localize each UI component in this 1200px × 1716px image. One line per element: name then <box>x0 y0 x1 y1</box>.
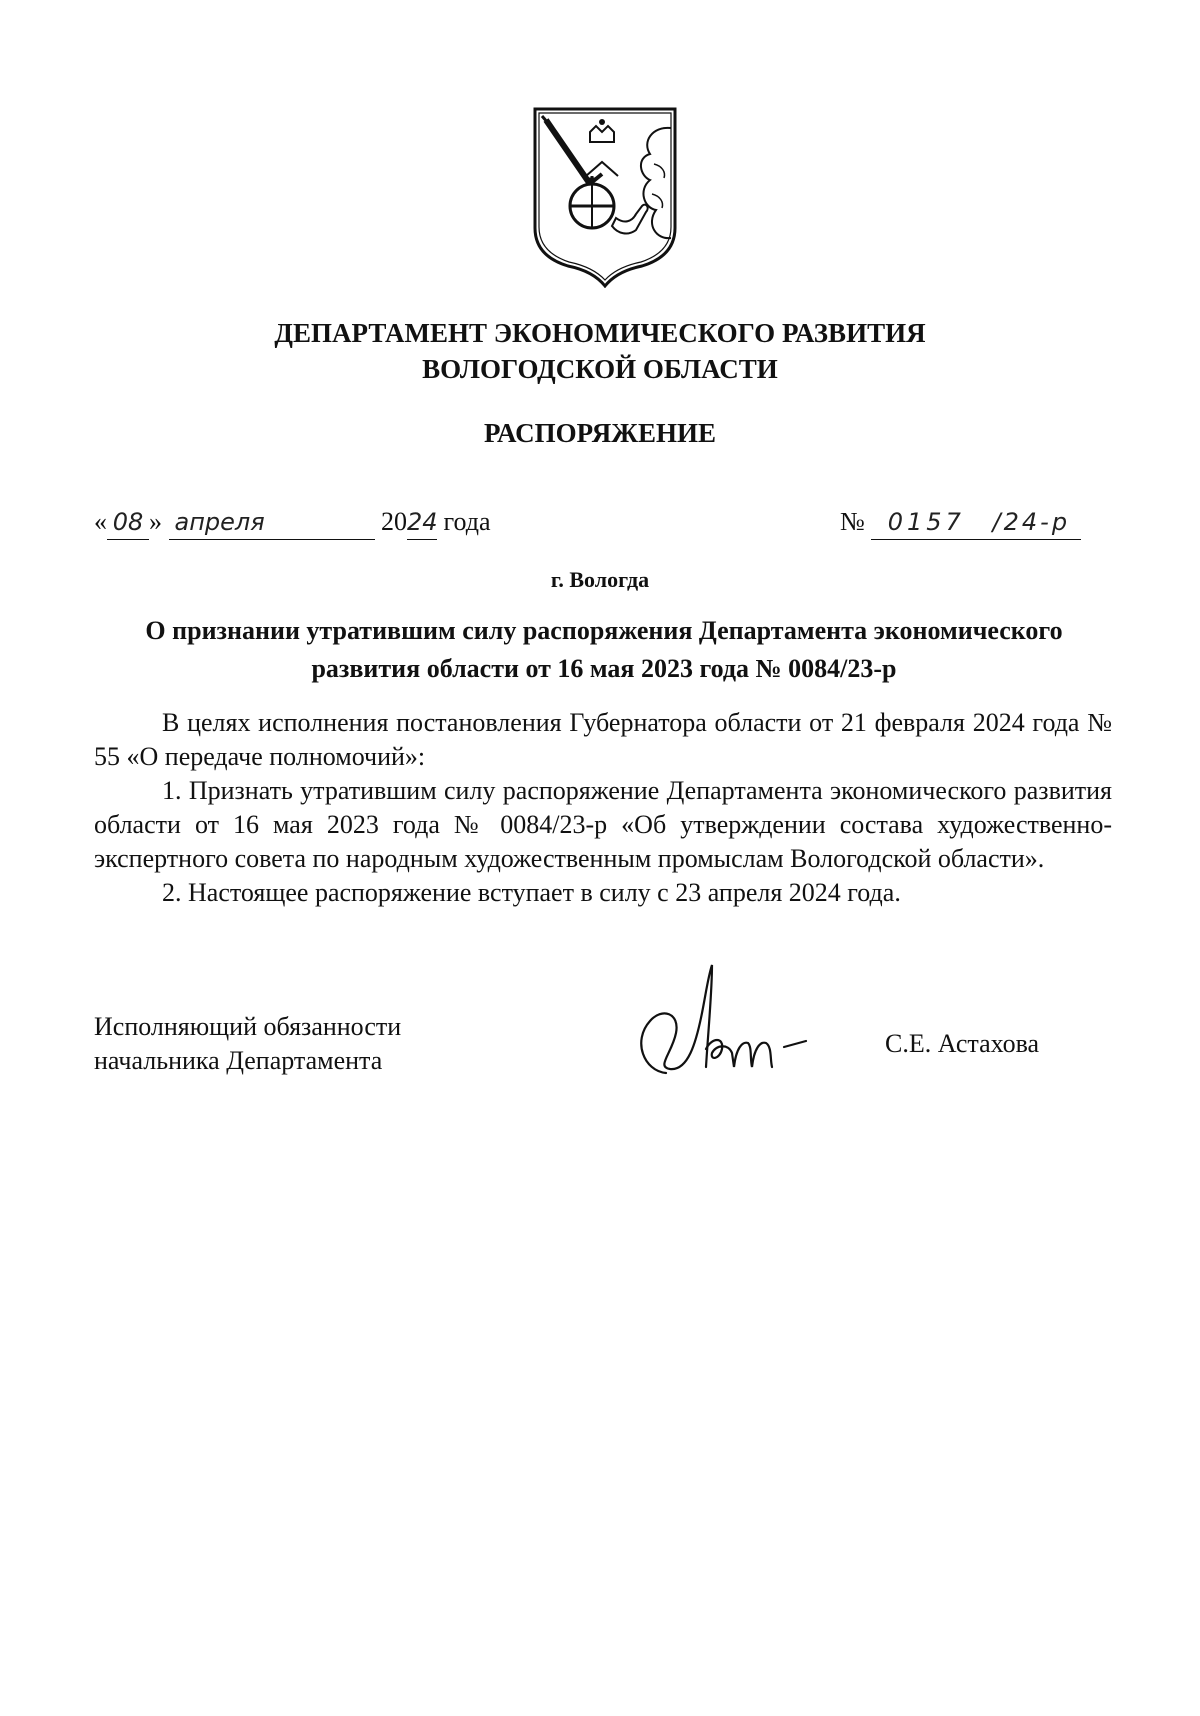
city: г. Вологда <box>550 567 650 592</box>
date-month: апреля <box>169 505 375 540</box>
date-year-suffix: 24 <box>407 505 437 540</box>
date-open-quote: « <box>94 507 107 536</box>
department-name-line1: ДЕПАРТАМЕНТ ЭКОНОМИЧЕСКОГО РАЗВИТИЯ <box>274 318 926 348</box>
body-paragraph-preamble: В целях исполнения постановления Губернатора области от 21 февраля 2024 года № 55 «О передаче полномочий»: <box>94 708 1112 771</box>
subject-line2: развития области от 16 мая 2023 года № 0084/23-р <box>311 654 897 683</box>
date-year-word: года <box>443 507 491 536</box>
signatory-title <box>94 1010 401 1078</box>
date-year-prefix: 20 <box>381 507 407 536</box>
signatory-title-line1: Исполняющий обязанности <box>94 1012 402 1041</box>
document-date <box>94 505 491 540</box>
signatory-title-line2: начальника Департамента <box>94 1046 383 1075</box>
date-day: 08 <box>107 505 149 540</box>
number-value: 0157 <box>871 505 981 540</box>
date-close-quote: » <box>149 507 162 536</box>
body-paragraph-item-2: 2. Настоящее распоряжение вступает в силу с 23 апреля 2024 года. <box>162 878 901 907</box>
number-suffix: /24-р <box>981 505 1081 540</box>
document-subject <box>94 612 1114 688</box>
signatory-name: С.Е. Астахова <box>885 1029 1040 1058</box>
body-paragraph-item-1: 1. Признать утратившим силу распоряжение Департамента экономического развития области от 16 мая 2023 года № 0084/23-р «Об утверждении состава художественно-экспертного совета по народным художественным промыслам Вологодской области». <box>94 776 1112 873</box>
vologda-coat-of-arms-emblem <box>532 106 678 288</box>
number-sign: № <box>840 507 865 536</box>
subject-line1: О признании утратившим силу распоряжения Департамента экономического <box>145 616 1063 645</box>
document-body <box>94 706 1112 910</box>
document-number <box>840 505 1081 540</box>
handwritten-signature <box>636 963 836 1079</box>
document-type: РАСПОРЯЖЕНИЕ <box>483 418 717 448</box>
department-name-line2: ВОЛОГОДСКОЙ ОБЛАСТИ <box>422 354 778 384</box>
department-name <box>0 315 1200 387</box>
